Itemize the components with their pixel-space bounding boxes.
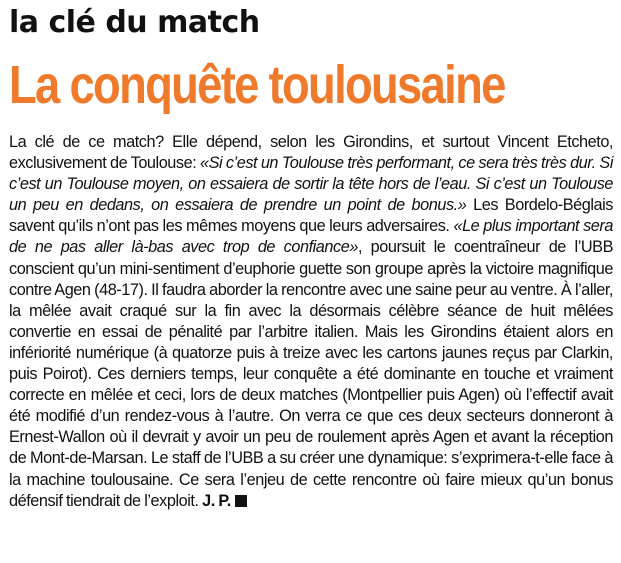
quote-etcheto: «Si c’est un Toulouse très performant, ce sera très très dur. Si c’est un Toulouse moyen, on essaiera de sortir la tête hors de l’eau. Si c’est un Toulouse un peu en dedans, on essaiera de prendre un point de bonus.» (9, 154, 613, 215)
author-signature: J. P. (202, 491, 231, 510)
body-adversaires: Les Bordelo-Béglais savent qu’ils n’ont pas les mêmes moyens que leurs adversaires. (9, 196, 613, 236)
headline: La conquête toulousaine (9, 55, 505, 115)
end-of-article-mark (235, 495, 247, 507)
article-body (9, 132, 613, 512)
body-intro: La clé de ce match? Elle dépend, selon les Girondins, et surtout Vincent Etcheto, exclusivement de Toulouse: (9, 133, 613, 173)
kicker: la clé du match (9, 5, 260, 40)
quote-confiance: «Le plus important sera de ne pas aller là-bas avec trop de confiance» (9, 217, 613, 257)
body-main: , poursuit le coentraîneur de l’UBB conscient qu’un mini-sentiment d’euphorie guette son groupe après la victoire magnifique contre Agen (48-17). Il faudra aborder la rencontre avec une saine peur au ventre. À l’aller, la mêlée avait craqué sur la fin avec la désormais célèbre séance de huit mêlées convertie en essai de pénalité par l’arbitre italien. Mais les Girondins étaient alors en infériorité numérique (à quatorze puis à treize avec les cartons jaunes reçus par Clarkin, puis Poirot). Ces derniers temps, leur conquête a été dominante en touche et vraiment correcte en mêlée et ceci, lors de deux matches (Montpellier puis Agen) où l’effectif avait été modifié d’un rendez-vous à l’autre. On verra ce que ces deux secteurs donneront à Ernest-Wallon où il devrait y avoir un peu de roulement après Agen et avant la réception de Mont-de-Marsan. Le staff de l’UBB a su créer une dynamique: s’exprimera-t-elle face à la machine toulousaine. Ce sera l’enjeu de cette rencontre où faire mieux qu’un bonus défensif tiendrait de l’exploit. (9, 238, 614, 510)
